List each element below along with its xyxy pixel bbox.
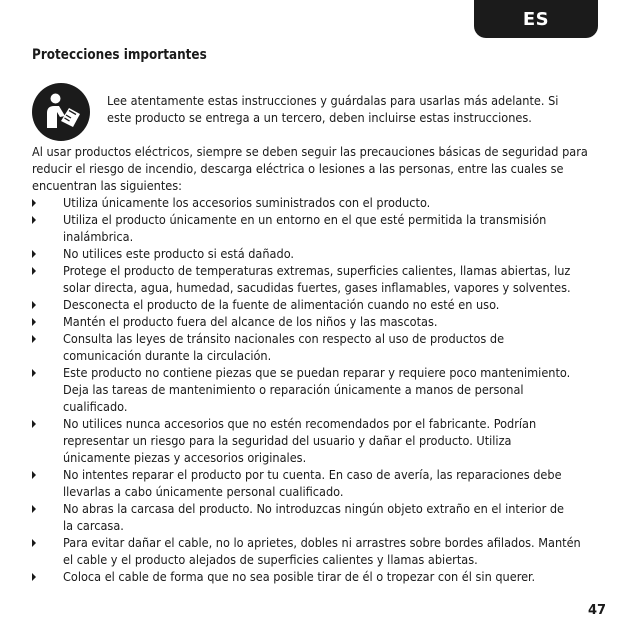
bullet-text-line: solar directa, agua, humedad, sacudidas fuertes, gases inflamables, vapores y solventes. [63, 280, 571, 295]
bullet-text-line: llevarlas a cabo únicamente personal cualificado. [63, 484, 344, 499]
bullet-text-line: comunicación durante la circulación. [63, 348, 272, 363]
bullet-text-line: No utilices nunca accesorios que no estén recomendados por el fabricante. Podrían [63, 416, 537, 431]
bullet-item [32, 211, 622, 245]
bullet-triangle-icon [32, 539, 36, 547]
bullet-triangle-icon [32, 573, 36, 581]
bullet-item [32, 245, 622, 262]
bullet-triangle-icon [32, 250, 36, 258]
bullet-text-line: cualificado. [63, 399, 128, 414]
intro-line: Lee atentamente estas instrucciones y guárdalas para usarlas más adelante. Si [107, 93, 559, 108]
bullet-triangle-icon [32, 471, 36, 479]
bullet-triangle-icon [32, 199, 36, 207]
paragraph-line: encuentran las siguientes: [32, 178, 182, 193]
page-number: 47 [588, 603, 607, 618]
bullet-item [32, 194, 622, 211]
bullet-triangle-icon [32, 335, 36, 343]
paragraph-line: reducir el riesgo de incendio, descarga eléctrica o lesiones a las personas, entre las cuales se [32, 161, 564, 176]
bullet-triangle-icon [32, 318, 36, 326]
bullet-item [32, 415, 622, 466]
bullet-text-line: Utiliza el producto únicamente en un entorno en el que esté permitida la transmisión [63, 212, 547, 227]
bullet-item [32, 534, 622, 568]
bullet-text-line: Mantén el producto fuera del alcance de los niños y las mascotas. [63, 314, 438, 329]
bullet-item [32, 296, 622, 313]
bullet-text-line: Consulta las leyes de tránsito nacionales con respecto al uso de productos de [63, 331, 505, 346]
bullet-item [32, 466, 622, 500]
bullet-text-line: representar un riesgo para la seguridad del usuario y dañar el producto. Utiliza [63, 433, 512, 448]
bullet-text-line: Coloca el cable de forma que no sea posible tirar de él o tropezar con él sin querer. [63, 569, 536, 584]
bullet-text-line: Protege el producto de temperaturas extremas, superficies calientes, llamas abiertas, luz [63, 263, 571, 278]
bullet-triangle-icon [32, 420, 36, 428]
safety-instructions [32, 143, 622, 585]
bullet-text-line: Utiliza únicamente los accesorios suministrados con el producto. [63, 195, 431, 210]
read-instructions-icon [32, 83, 90, 141]
bullet-triangle-icon [32, 369, 36, 377]
bullet-triangle-icon [32, 505, 36, 513]
bullet-text-line: el cable y el producto alejados de superficies calientes y llamas abiertas. [63, 552, 478, 567]
bullet-text-line: Este producto no contiene piezas que se puedan reparar y requiere poco mantenimiento. [63, 365, 571, 380]
bullet-triangle-icon [32, 301, 36, 309]
bullet-text-line: No intentes reparar el producto por tu cuenta. En caso de avería, las reparaciones debe [63, 467, 562, 482]
bullet-item [32, 313, 622, 330]
bullet-text-line: No utilices este producto si está dañado. [63, 246, 295, 261]
bullet-item [32, 330, 622, 364]
intro-paragraph [32, 143, 622, 194]
safety-bullet-list [32, 194, 622, 585]
intro-line: este producto se entrega a un tercero, deben incluirse estas instrucciones. [107, 110, 532, 125]
bullet-item [32, 364, 622, 415]
bullet-item [32, 262, 622, 296]
bullet-text-line: únicamente piezas y accesorios originales. [63, 450, 307, 465]
language-tab: ES [474, 0, 598, 38]
page-title: Protecciones importantes [32, 47, 207, 63]
bullet-text-line: Deja las tareas de mantenimiento o reparación únicamente a manos de personal [63, 382, 524, 397]
bullet-text-line: Desconecta el producto de la fuente de alimentación cuando no esté en uso. [63, 297, 500, 312]
bullet-text-line: la carcasa. [63, 518, 124, 533]
bullet-text-line: No abras la carcasa del producto. No introduzcas ningún objeto extraño en el interior de [63, 501, 564, 516]
bullet-item [32, 500, 622, 534]
bullet-item [32, 568, 622, 585]
bullet-triangle-icon [32, 267, 36, 275]
bullet-triangle-icon [32, 216, 36, 224]
bullet-text-line: inalámbrica. [63, 229, 134, 244]
bullet-text-line: Para evitar dañar el cable, no lo aprietes, dobles ni arrastres sobre bordes afilados. Mantén [63, 535, 581, 550]
intro-text [107, 92, 627, 126]
paragraph-line: Al usar productos eléctricos, siempre se deben seguir las precauciones básicas de seguridad para [32, 144, 588, 159]
